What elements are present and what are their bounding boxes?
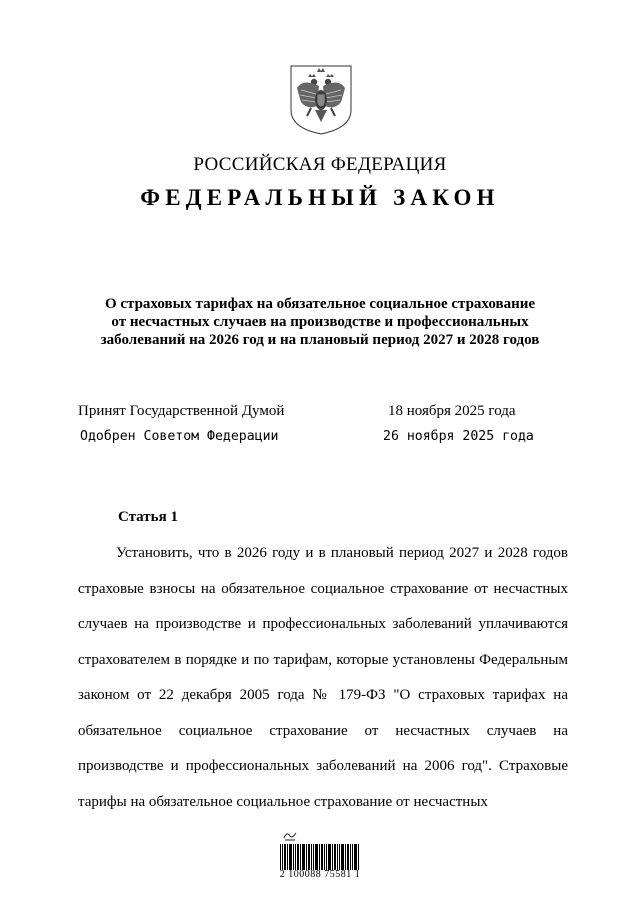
- country-name: РОССИЙСКАЯ ФЕДЕРАЦИЯ: [193, 154, 447, 175]
- barcode-number: 2 100088 75581 1: [279, 869, 361, 880]
- signature-mark-icon: [283, 829, 297, 841]
- barcode-icon: [280, 844, 360, 870]
- council-approval-date: 26 ноября 2025 года: [383, 429, 534, 444]
- article-body-text: Установить, что в 2026 году и в плановый период 2027 и 2028 годов страховые взносы на обязательное социальное страхование от несчастных случаев на производстве и профессиональных заболеваний уплачиваются страхователем в порядке и по тарифам, которые установлены Федеральным законом от 22 декабря 2005 года № 179-ФЗ "О страховых тарифах на обязательное социальное страхование от несчастных случаев на производстве и профессиональных заболеваний на 2006 год". Страховые тарифы на обязательное социальное страхование от несчастных: [78, 545, 568, 810]
- law-title: [60, 295, 580, 349]
- law-title-line-1: О страховых тарифах на обязательное социальное страхование: [104, 296, 536, 312]
- council-approval-label: Одобрен Советом Федерации: [80, 429, 279, 444]
- duma-adoption-label: Принят Государственной Думой: [78, 403, 285, 419]
- article-heading: Статья 1: [118, 509, 178, 525]
- coat-of-arms-icon: [289, 64, 353, 136]
- law-title-line-2: от несчастных случаев на производстве и профессиональных: [111, 314, 529, 330]
- document-type: ФЕДЕРАЛЬНЫЙ ЗАКОН: [140, 185, 500, 210]
- duma-adoption-date: 18 ноября 2025 года: [388, 403, 516, 419]
- law-title-line-3: заболеваний на 2026 год и на плановый период 2027 и 2028 годов: [100, 332, 540, 348]
